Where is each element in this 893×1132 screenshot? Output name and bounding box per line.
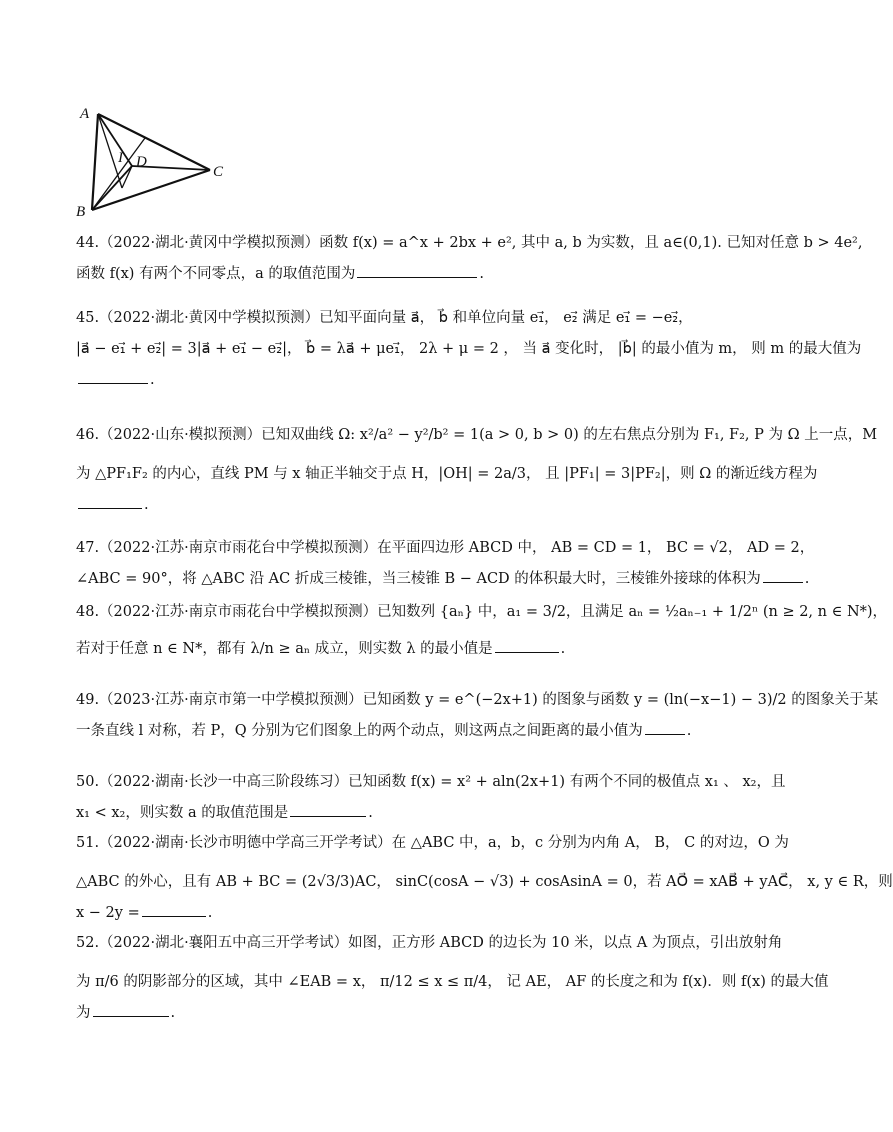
question-49-line-2 [76,716,728,747]
label-a: A [80,106,90,122]
period: . [560,641,566,657]
question-49-line-1: 49.（2023·江苏·南京市第一中学模拟预测）已知函数 y = e^(−2x+1) 的图象与函数 y = (ln(−x−1) − 3)/2 的图象关于某 [76,692,879,708]
label-c: C [213,164,224,180]
question-52-line-2: 为 π/6 的阴影部分的区域，其中 ∠EAB = x， π/12 ≤ x ≤ π/4， 记 AE， AF 的长度之和为 f(x)．则 f(x) 的最大值 [76,974,829,990]
question-45 [76,303,862,396]
question-50-line-2-text: x₁ < x₂，则实数 a 的取值范围是 [76,805,289,821]
question-46-line-3 [76,490,728,521]
question-45-line-1: 45.（2022·湖北·黄冈中学模拟预测）已知平面向量 a⃗， b⃗ 和单位向量 e₁⃗， e₂⃗ 满足 e₁⃗ = −e₂⃗， [76,310,693,326]
question-51-line-1: 51.（2022·湖南·长沙市明德中学高三开学考试）在 △ABC 中，a，b，c 分别为内角 A， B， C 的对边，O 为 [76,835,789,851]
answer-blank [93,1002,169,1017]
question-48 [76,597,888,665]
period: . [804,571,810,587]
answer-blank [78,494,142,509]
answer-blank [763,568,803,583]
question-47-line-2-text: ∠ABC = 90°，将 △ABC 沿 AC 折成三棱锥，当三棱锥 B − ACD 的体积最大时，三棱锥外接球的体积为 [76,571,761,587]
question-44 [76,228,863,290]
period: . [207,905,213,921]
question-47-line-1: 47.（2022·江苏·南京市雨花台中学模拟预测）在平面四边形 ABCD 中， AB = CD = 1， BC = √2， AD = 2， [76,540,815,556]
answer-blank [357,263,477,278]
question-44-line-1: 44.（2022·湖北·黄冈中学模拟预测）函数 f(x) = a^x + 2bx + e², 其中 a, b 为实数，且 a∈(0,1). 已知对任意 b > 4e², [76,235,863,251]
question-46-line-2: 为 △PF₁F₂ 的内心，直线 PM 与 x 轴正半轴交于点 H，|OH| = 2a/3， 且 |PF₁| = 3|PF₂|，则 Ω 的渐近线方程为 [76,466,818,482]
answer-blank [495,638,559,653]
question-46 [76,420,878,521]
question-49 [76,685,879,747]
question-47-line-2 [76,564,810,595]
period: . [686,723,692,739]
question-51 [76,828,893,929]
question-52-line-3-text: 为 [76,1005,91,1021]
answer-blank [142,902,206,917]
question-46-line-1: 46.（2022·山东·模拟预测）已知双曲线 Ω: x²/a² − y²/b² = 1(a > 0, b > 0) 的左右焦点分别为 F₁, F₂, P 为 Ω 上一点，M [76,427,878,443]
label-d: D [136,154,147,170]
answer-blank [78,369,148,384]
question-52-line-1: 52.（2022·湖北·襄阳五中高三开学考试）如图，正方形 ABCD 的边长为 10 米，以点 A 为顶点，引出放射角 [76,935,783,951]
question-45-line-2: |a⃗ − e₁⃗ + e₂⃗| = 3|a⃗ + e₁⃗ − e₂⃗|， b⃗ = λa⃗ + μe₁⃗， 2λ + μ = 2 ， 当 a⃗ 变化时， |b⃗| 的最小值为 m， 则 m 的最大值为 [76,341,862,357]
question-44-line-2 [76,259,728,290]
question-44-line-2-text: 函数 f(x) 有两个不同零点，a 的取值范围为 [76,266,356,282]
period: . [150,372,155,388]
period: . [479,266,484,282]
question-52-line-3 [76,998,728,1029]
question-50-line-2 [76,798,728,829]
period: . [170,1005,176,1021]
question-48-line-2-text: 若对于任意 n ∈ N*，都有 λ/n ≥ aₙ 成立，则实数 λ 的最小值是 [76,641,493,657]
pyramid-figure [70,100,240,220]
question-51-line-3 [76,898,728,929]
question-50-line-1: 50.（2022·湖南·长沙一中高三阶段练习）已知函数 f(x) = x² + aln(2x+1) 有两个不同的极值点 x₁ 、 x₂，且 [76,774,786,790]
label-i: I [118,150,123,166]
question-49-line-2-text: 一条直线 l 对称，若 P，Q 分别为它们图象上的两个动点，则这两点之间距离的最小值为 [76,723,643,739]
question-51-line-3-text: x − 2y = [76,905,140,921]
answer-blank [290,802,366,817]
question-47 [76,533,815,595]
question-48-line-2 [76,634,728,665]
question-50 [76,767,786,829]
period: . [368,805,373,821]
question-51-line-2: △ABC 的外心，且有 AB + BC = (2√3/3)AC， sinC(cosA − √3) + cosAsinA = 0，若 AO⃗ = xAB⃗ + yAC⃗， x, y ∈ R，则 [76,874,893,890]
question-48-line-1: 48.（2022·江苏·南京市雨花台中学模拟预测）已知数列 {aₙ} 中，a₁ = 3/2，且满足 aₙ = ½aₙ₋₁ + 1/2ⁿ (n ≥ 2, n ∈ N*)， [76,604,888,620]
question-45-line-3 [76,365,728,396]
period: . [144,497,149,513]
question-52 [76,928,829,1029]
label-b: B [76,204,86,220]
answer-blank [645,720,685,735]
